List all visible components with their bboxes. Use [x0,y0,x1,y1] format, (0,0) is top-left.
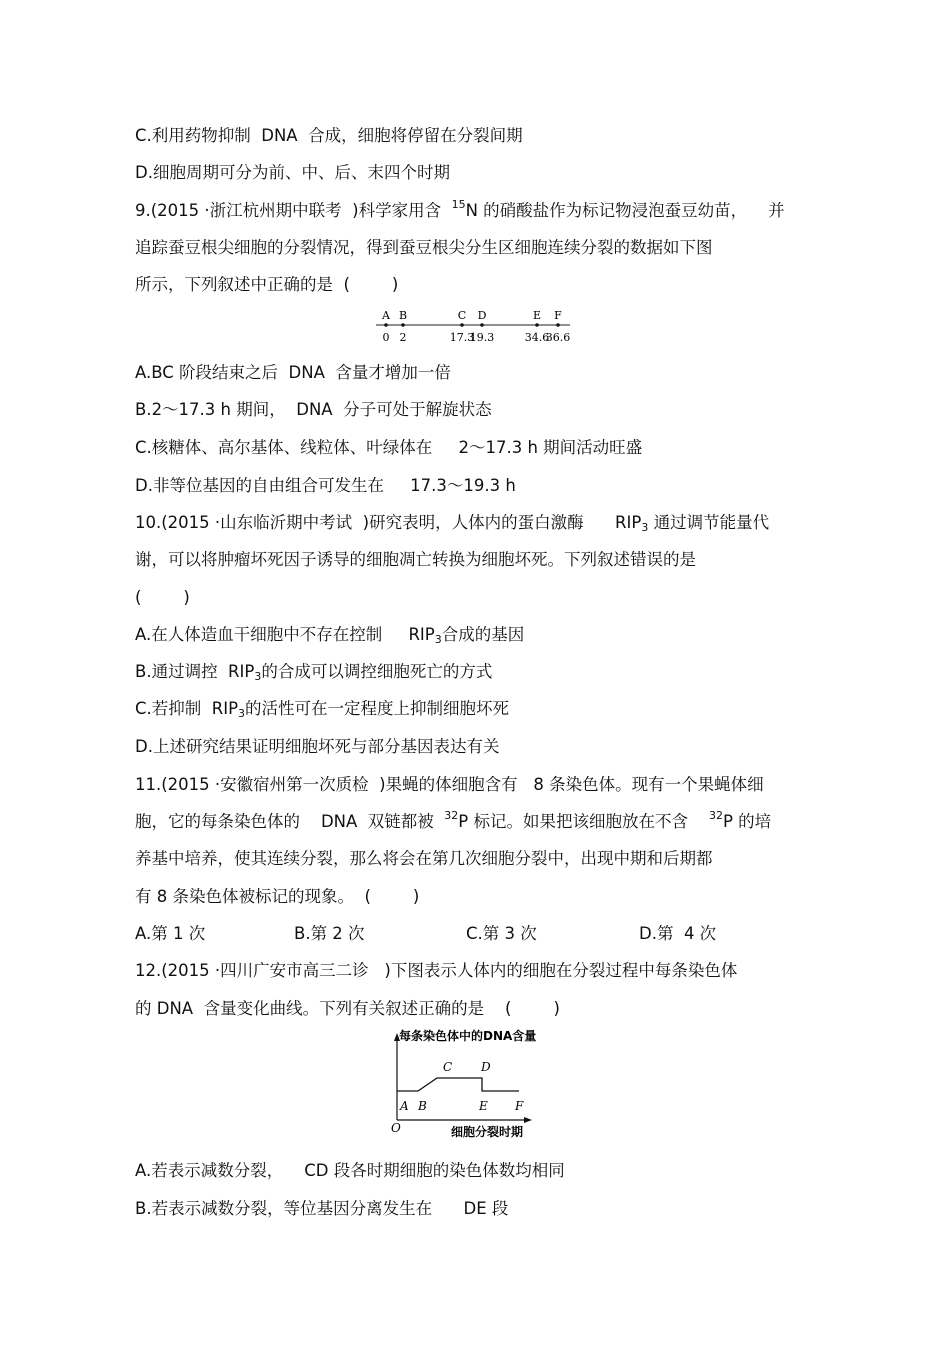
timeline-point-C [460,323,464,327]
q10-option-b [135,661,492,685]
q11-isotope-1: 32 [444,809,459,822]
q12-stem-line2: 的 DNA 含量变化曲线。下列有关叙述正确的是 ( ) [135,999,560,1018]
graph-origin: O [391,1121,401,1135]
graph-x-arrow [524,1117,532,1123]
graph-curve [397,1078,519,1091]
q10-a-pre: A.在人体造血干细胞中不存在控制 RIP [135,625,435,644]
q8-option-d: D.细胞周期可分为前、中、后、末四个时期 [135,163,450,182]
timeline-letter-C: C [457,309,467,322]
q9-isotope-mass: 15 [451,198,466,211]
q10-c-pre: C.若抑制 RIP [135,699,239,718]
graph-letter-B: B [418,1099,427,1113]
timeline-value-E: 34.6 [524,331,550,344]
q10-b-sub: 3 [254,670,262,683]
q11-isotope-2: 32 [708,809,723,822]
q12-dna-graph [385,1028,565,1146]
timeline-point-F [556,323,560,327]
q9-stem-pre: 9.(2015 ·浙江杭州期中联考 )科学家用含 [135,201,452,220]
q11-stem-post: P 的培 [722,812,772,831]
timeline-letter-E: E [532,309,542,322]
q10-a-sub: 3 [434,633,442,646]
graph-letter-A: A [400,1099,409,1113]
q12-stem-line1: 12.(2015 ·四川广安市高三二诊 )下图表示人体内的细胞在分裂过程中每条染色体 [135,961,738,980]
graph-letter-D: D [481,1060,491,1074]
q10-option-a [135,624,524,648]
q11-stem-mid: P 标记。如果把该细胞放在不含 [458,812,709,831]
q12-option-a: A.若表示减数分裂， CD 段各时期细胞的染色体数均相同 [135,1161,565,1180]
q9-stem-line3: 所示，下列叙述中正确的是 ( ) [135,275,399,294]
q11-stem-line1: 11.(2015 ·安徽宿州第一次质检 )果蝇的体细胞含有 8 条染色体。现有一个果蝇体细 [135,775,764,794]
graph-xlabel: 细胞分裂时期 [451,1125,524,1139]
graph-letter-E: E [479,1099,488,1113]
q11-stem-line4: 有 8 条染色体被标记的现象。 ( ) [135,887,420,906]
timeline-point-E [535,323,539,327]
q9-option-d: D.非等位基因的自由组合可发生在 17.3～19.3 h [135,476,516,495]
timeline-point-D [480,323,484,327]
timeline-value-B: 2 [399,331,407,344]
q12-option-b: B.若表示减数分裂，等位基因分离发生在 DE 段 [135,1199,509,1218]
q8-option-c: C.利用药物抑制 DNA 合成，细胞将停留在分裂间期 [135,126,523,145]
q10-stem-line3: ( ) [135,588,190,607]
q10-stem-line2: 谢，可以将肿瘤坏死因子诱导的细胞凋亡转换为细胞坏死。下列叙述错误的是 [135,550,696,569]
q10-stem-line1 [135,512,769,536]
graph-letter-C: C [443,1060,453,1074]
q9-stem-post: N 的硝酸盐作为标记物浸泡蚕豆幼苗， 并 [465,201,785,220]
q9-stem-line2: 追踪蚕豆根尖细胞的分裂情况，得到蚕豆根尖分生区细胞连续分裂的数据如下图 [135,238,713,257]
timeline-letter-D: D [477,309,487,322]
graph-ylabel: 每条染色体中的DNA含量 [399,1029,537,1043]
q10-subscript: 3 [641,521,649,534]
q10-stem-post: 通过调节能量代 [648,513,770,532]
q10-a-post: 合成的基因 [441,625,525,644]
timeline-value-A: 0 [382,331,390,344]
timeline-value-C: 17.3 [449,331,475,344]
q9-option-a: A.BC 阶段结束之后 DNA 含量才增加一倍 [135,363,451,382]
q11-option-c: C.第 3 次 [466,924,537,943]
q10-option-d: D.上述研究结果证明细胞坏死与部分基因表达有关 [135,737,500,756]
q11-option-b: B.第 2 次 [294,924,365,943]
q10-b-pre: B.通过调控 RIP [135,662,255,681]
timeline-point-A [384,323,388,327]
timeline-value-F: 36.6 [545,331,571,344]
timeline-letter-B: B [398,309,408,322]
q10-option-c [135,698,509,722]
q11-stem-pre: 胞，它的每条染色体的 DNA 双链都被 [135,812,445,831]
timeline-value-D: 19.3 [469,331,495,344]
graph-letter-F: F [515,1099,524,1113]
timeline-point-B [401,323,405,327]
q10-c-post: 的活性可在一定程度上抑制细胞坏死 [245,699,510,718]
q10-c-sub: 3 [238,707,246,720]
timeline-letter-F: F [554,309,562,322]
q11-option-a: A.第 1 次 [135,924,206,943]
q10-stem-pre: 10.(2015 ·山东临沂期中考试 )研究表明，人体内的蛋白激酶 RIP [135,513,642,532]
q11-stem-line3: 养基中培养，使其连续分裂，那么将会在第几次细胞分裂中，出现中期和后期都 [135,849,713,868]
q9-option-c: C.核糖体、高尔基体、线粒体、叶绿体在 2～17.3 h 期间活动旺盛 [135,438,643,457]
q9-option-b: B.2～17.3 h 期间， DNA 分子可处于解旋状态 [135,400,492,419]
timeline-letter-A: A [382,309,390,322]
q9-stem-line1 [135,200,785,224]
q11-stem-line2 [135,811,771,835]
q10-b-post: 的合成可以调控细胞死亡的方式 [261,662,493,681]
q11-option-d: D.第 4 次 [639,924,717,943]
q9-timeline-figure [370,308,585,348]
